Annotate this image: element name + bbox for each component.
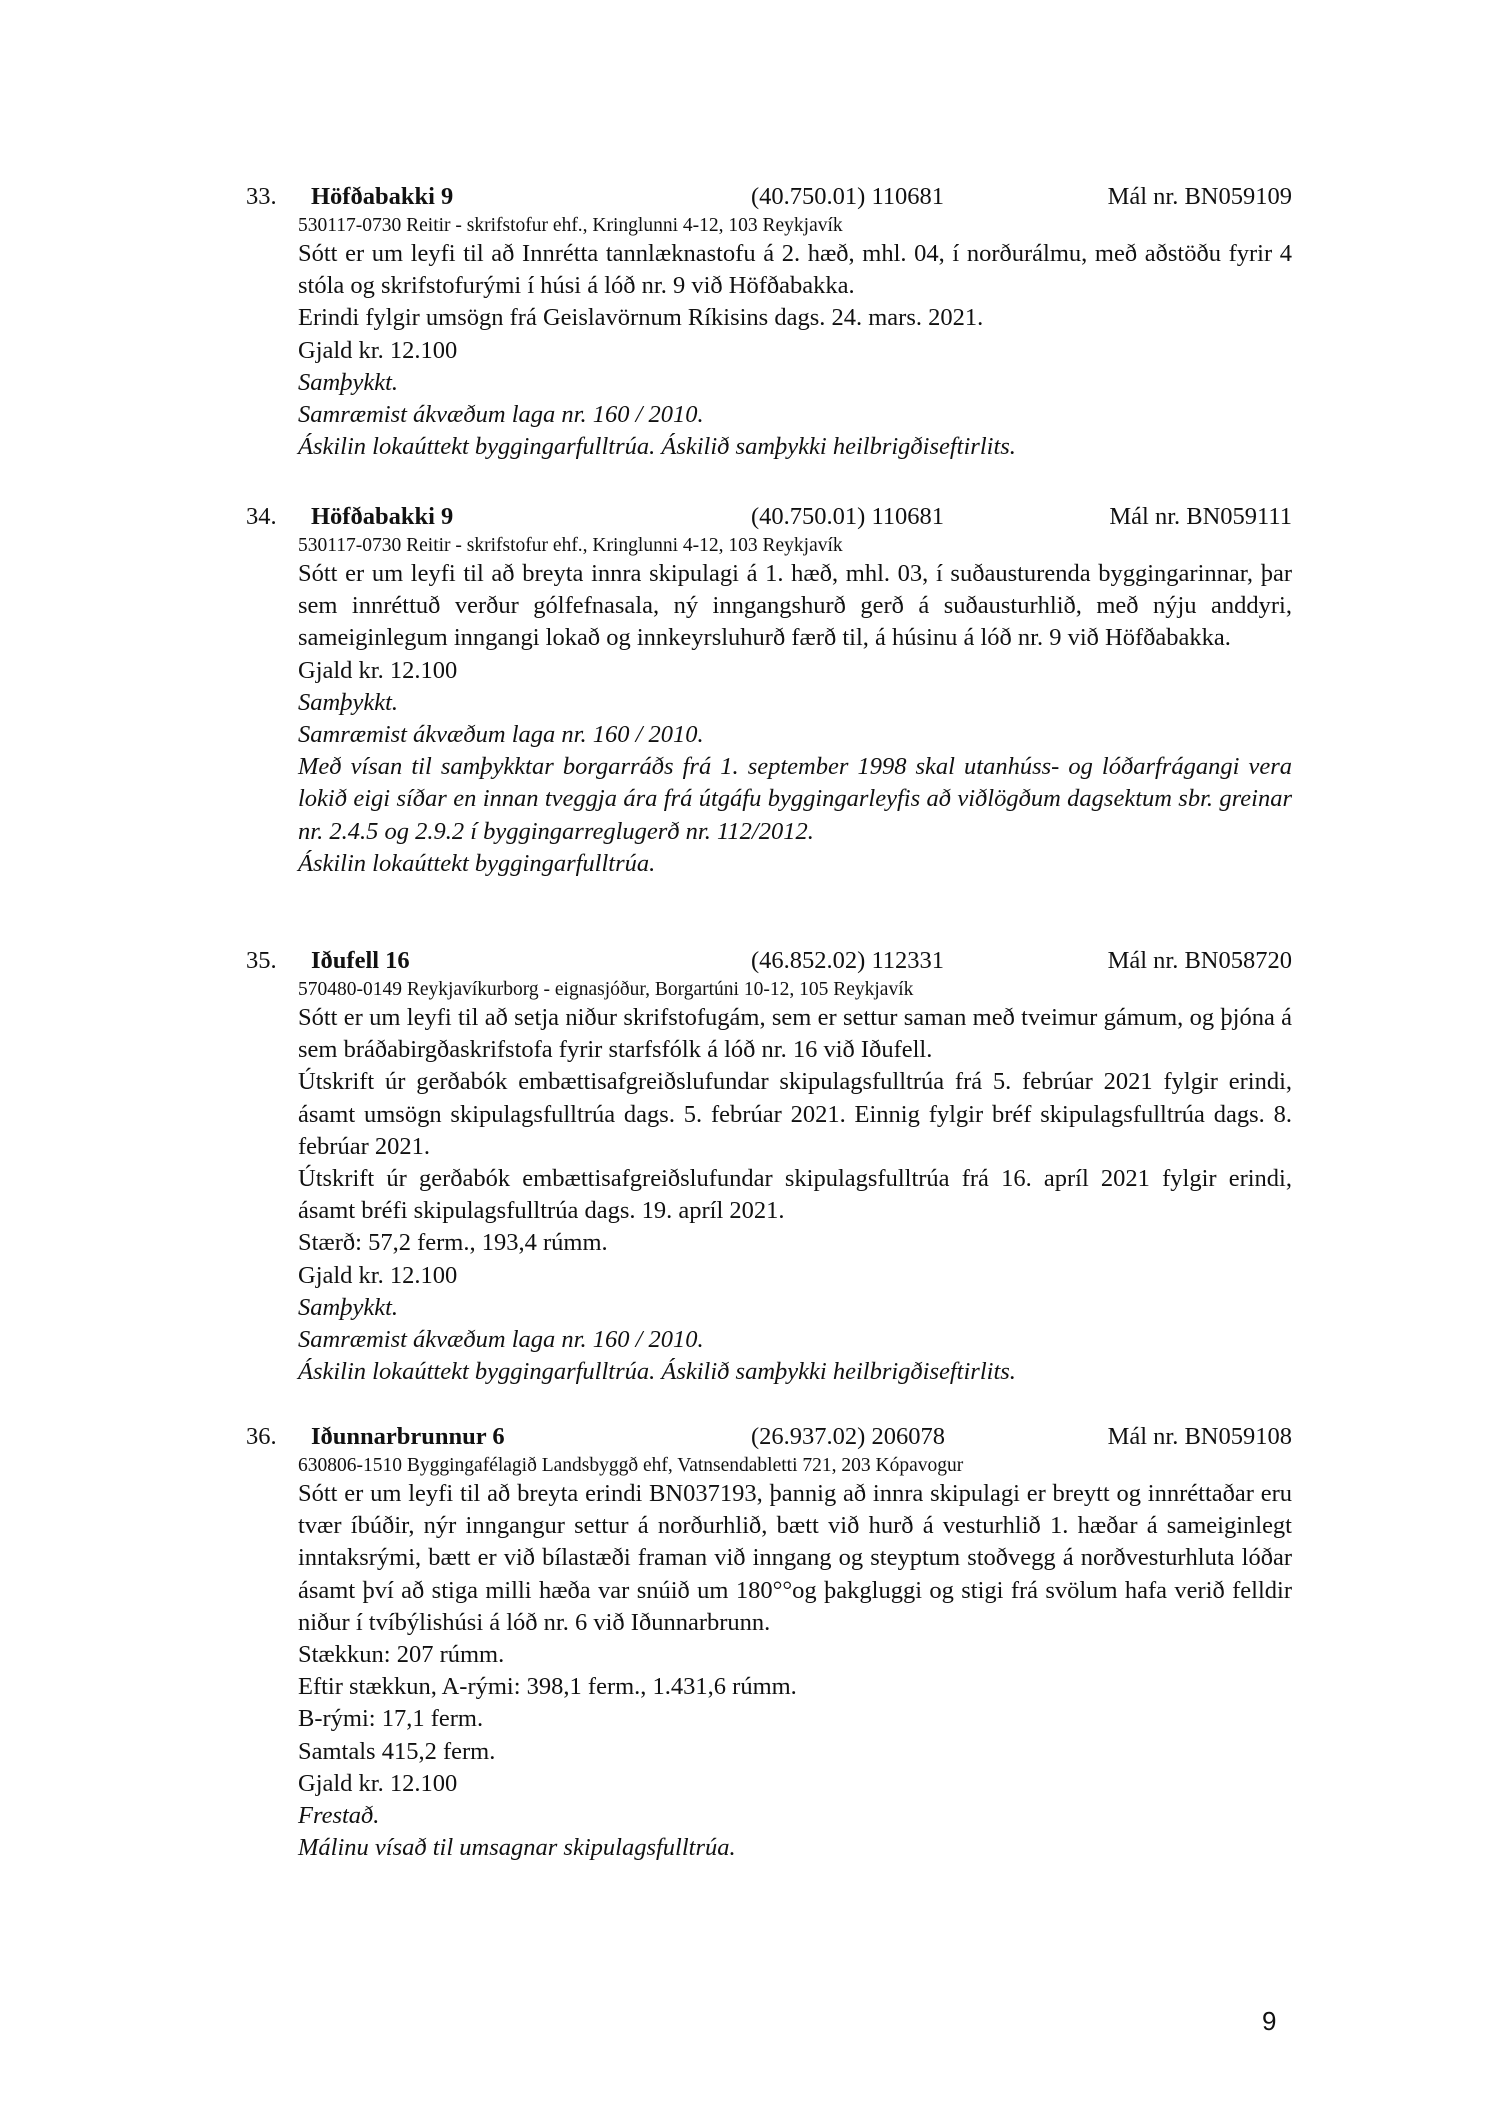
case-header	[246, 500, 1292, 534]
case-reference: (46.852.02) 112331	[751, 947, 945, 974]
case-number: 34.	[246, 503, 277, 530]
case-file-number: Mál nr. BN059111	[1109, 503, 1292, 530]
case-paragraph: Gjald kr. 12.100	[298, 656, 458, 684]
case-address: Iðufell 16	[311, 947, 410, 974]
case-decision: Samræmist ákvæðum laga nr. 160 / 2010.	[298, 1326, 704, 1354]
case-34	[246, 500, 1292, 880]
case-paragraph: Sótt er um leyfi til að breyta erindi BN037193, þannig að innra skipulagi er breytt og innréttaðar eru tvær íbúðir, nýr inngangur settur á norðurhlið, bætt við hurð á vesturhlið 1. hæðar á sameiginlegt inntaksrými, bætt er við bílastæði framan við inngang og steyptum stoðvegg á norðvesturhluta lóðar ásamt því að stiga milli hæða var snúið um 180°°og þakgluggi og stigi frá svölum hafa verið felldir niður í tvíbýlishúsi á lóð nr. 6 við Iðunnarbrunn.	[298, 1480, 1292, 1636]
case-reference: (40.750.01) 110681	[751, 503, 945, 530]
case-decision: Samþykkt.	[298, 1293, 398, 1321]
case-address: Höfðabakki 9	[311, 183, 454, 210]
case-header	[246, 1420, 1292, 1454]
case-36	[246, 1420, 1292, 1864]
case-decision: Samræmist ákvæðum laga nr. 160 / 2010.	[298, 721, 704, 749]
case-address: Iðunnarbrunnur 6	[311, 1423, 505, 1450]
case-applicant: 630806-1510 Byggingafélagið Landsbyggð ehf, Vatnsendabletti 721, 203 Kópavogur	[298, 1455, 964, 1476]
case-file-number: Mál nr. BN059109	[1107, 183, 1292, 210]
case-body	[298, 1002, 1292, 1388]
page-number: 9	[1262, 2006, 1277, 2036]
case-35	[246, 944, 1292, 1388]
case-decision: Áskilin lokaúttekt byggingarfulltrúa. Áskilið samþykki heilbrigðiseftirlits.	[298, 433, 1016, 461]
case-paragraph: B-rými: 17,1 ferm.	[298, 1705, 484, 1733]
case-paragraph: Stærð: 57,2 ferm., 193,4 rúmm.	[298, 1229, 608, 1257]
case-reference: (40.750.01) 110681	[751, 183, 945, 210]
case-number: 36.	[246, 1423, 277, 1450]
case-paragraph: Gjald kr. 12.100	[298, 1769, 458, 1797]
case-decision: Áskilin lokaúttekt byggingarfulltrúa. Áskilið samþykki heilbrigðiseftirlits.	[298, 1358, 1016, 1386]
case-applicant: 530117-0730 Reitir - skrifstofur ehf., Kringlunni 4-12, 103 Reykjavík	[298, 215, 843, 236]
case-file-number: Mál nr. BN059108	[1107, 1423, 1292, 1450]
case-decision: Áskilin lokaúttekt byggingarfulltrúa.	[298, 849, 656, 877]
case-paragraph: Sótt er um leyfi til að setja niður skrifstofugám, sem er settur saman með tveimur gámum, og þjóna á sem bráðabirgðaskrifstofa fyrir starfsfólk á lóð nr. 16 við Iðufell.	[298, 1004, 1292, 1064]
case-address: Höfðabakki 9	[311, 503, 454, 530]
case-number: 33.	[246, 183, 277, 210]
case-paragraph: Eftir stækkun, A-rými: 398,1 ferm., 1.431,6 rúmm.	[298, 1673, 797, 1701]
case-paragraph: Sótt er um leyfi til að Innrétta tannlæknastofu á 2. hæð, mhl. 04, í norðurálmu, með aðstöðu fyrir 4 stóla og skrifstofurými í húsi á lóð nr. 9 við Höfðabakka.	[298, 240, 1292, 300]
case-reference: (26.937.02) 206078	[751, 1423, 945, 1450]
case-applicant: 570480-0149 Reykjavíkurborg - eignasjóður, Borgartúni 10-12, 105 Reykjavík	[298, 979, 914, 1000]
case-paragraph: Gjald kr. 12.100	[298, 336, 458, 364]
case-body	[298, 1478, 1292, 1864]
case-header	[246, 180, 1292, 214]
case-decision: Með vísan til samþykktar borgarráðs frá 1. september 1998 skal utanhúss- og lóðarfrágangi vera lokið eigi síðar en innan tveggja ára frá útgáfu byggingarleyfis að viðlögðum dagsektum sbr. greinar nr. 2.4.5 og 2.9.2 í byggingarreglugerð nr. 112/2012.	[298, 753, 1292, 845]
case-number: 35.	[246, 947, 277, 974]
case-decision: Samræmist ákvæðum laga nr. 160 / 2010.	[298, 401, 704, 429]
case-paragraph: Útskrift úr gerðabók embættisafgreiðslufundar skipulagsfulltrúa frá 5. febrúar 2021 fylgir erindi, ásamt umsögn skipulagsfulltrúa dags. 5. febrúar 2021. Einnig fylgir bréf skipulagsfulltrúa dags. 8. febrúar 2021.	[298, 1068, 1292, 1160]
case-paragraph: Gjald kr. 12.100	[298, 1261, 458, 1289]
case-paragraph: Erindi fylgir umsögn frá Geislavörnum Ríkisins dags. 24. mars. 2021.	[298, 304, 984, 332]
case-paragraph: Sótt er um leyfi til að breyta innra skipulagi á 1. hæð, mhl. 03, í suðausturenda byggingarinnar, þar sem innréttuð verður gólfefnasala, ný inngangshurð gerð á suðausturhlið, með nýju anddyri, sameiginlegum inngangi lokað og innkeyrsluhurð færð til, á húsinu á lóð nr. 9 við Höfðabakka.	[298, 560, 1292, 652]
case-paragraph: Stækkun: 207 rúmm.	[298, 1641, 505, 1669]
case-33	[246, 180, 1292, 463]
case-decision: Samþykkt.	[298, 368, 398, 396]
case-decision: Málinu vísað til umsagnar skipulagsfulltrúa.	[298, 1834, 736, 1862]
case-file-number: Mál nr. BN058720	[1107, 947, 1292, 974]
case-paragraph: Samtals 415,2 ferm.	[298, 1737, 496, 1765]
case-header	[246, 944, 1292, 978]
case-body	[298, 558, 1292, 880]
case-decision: Frestað.	[298, 1802, 380, 1830]
case-applicant: 530117-0730 Reitir - skrifstofur ehf., Kringlunni 4-12, 103 Reykjavík	[298, 535, 843, 556]
case-paragraph: Útskrift úr gerðabók embættisafgreiðslufundar skipulagsfulltrúa frá 16. apríl 2021 fylgir erindi, ásamt bréfi skipulagsfulltrúa dags. 19. apríl 2021.	[298, 1165, 1292, 1225]
case-body	[298, 238, 1292, 463]
case-decision: Samþykkt.	[298, 688, 398, 716]
